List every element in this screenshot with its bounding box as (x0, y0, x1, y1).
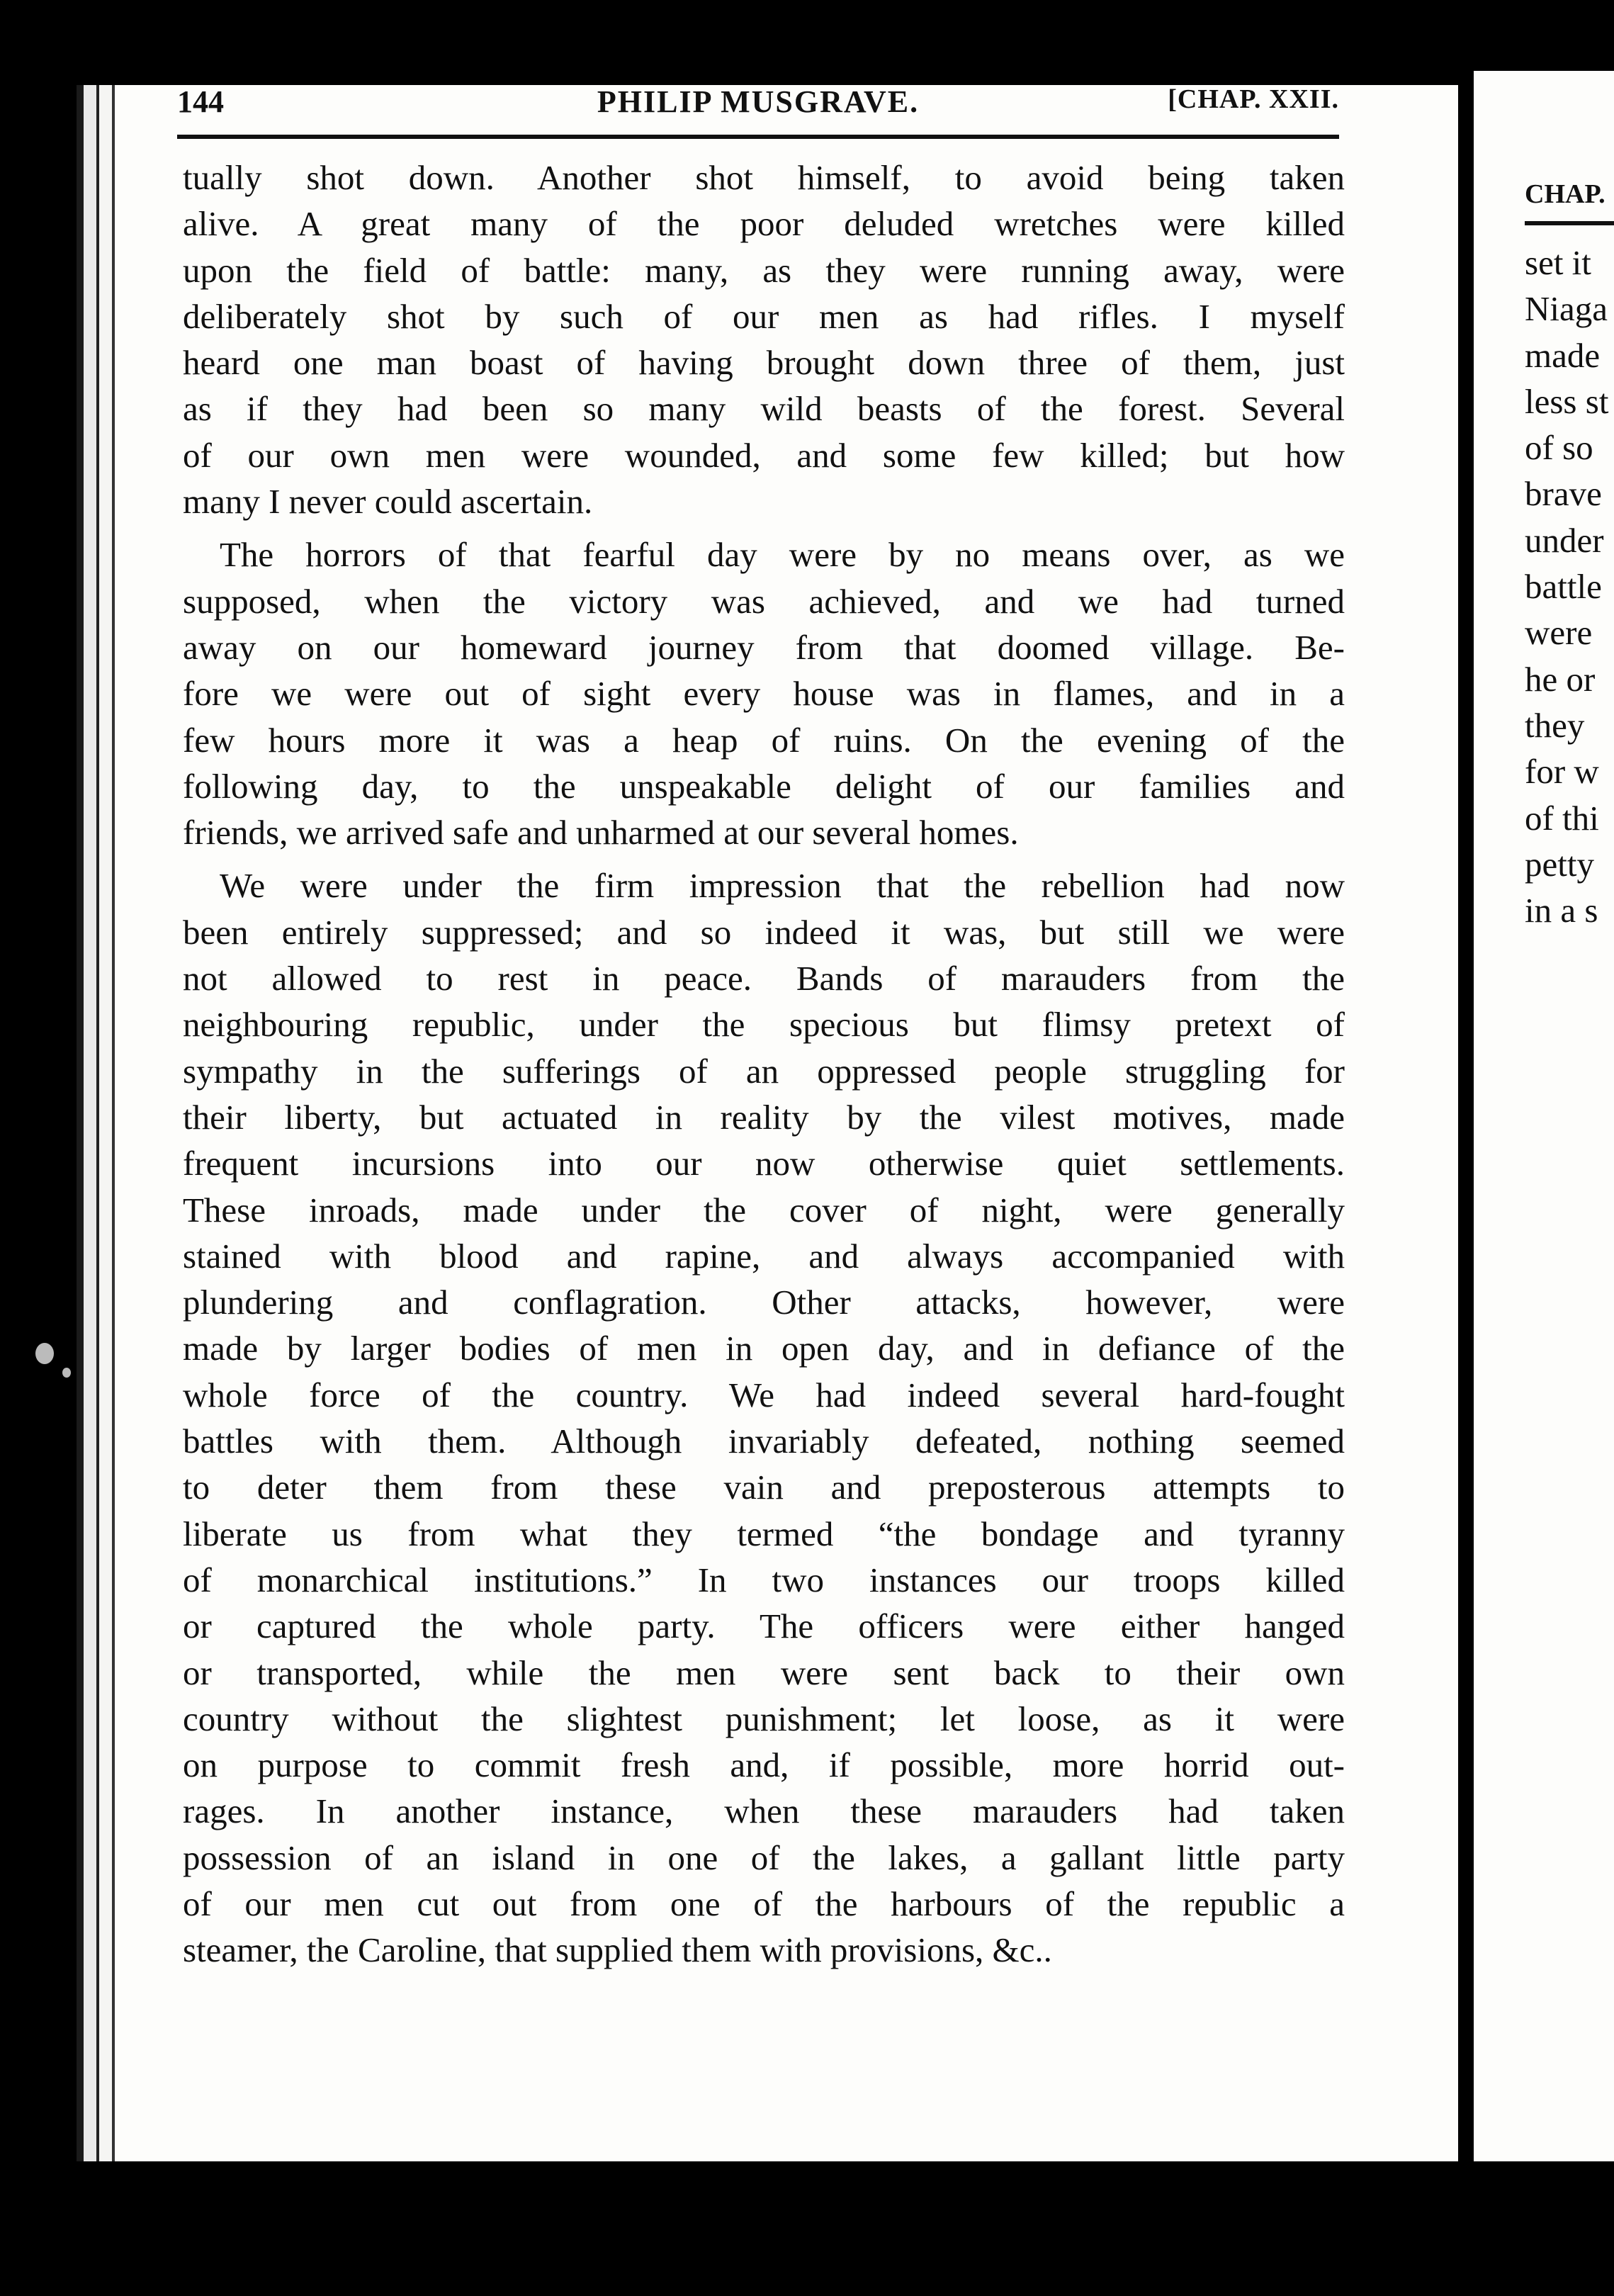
right-page-line: made (1525, 335, 1601, 375)
text-line: of monarchical institutions.” In two instances our troops killed (183, 1560, 1345, 1599)
text-line: of our own men were wounded, and some few killed; but how (183, 435, 1345, 475)
text-line: upon the field of battle: many, as they were running away, were (183, 250, 1345, 290)
text-line: The horrors of that fearful day were by no means over, as we (220, 535, 1345, 575)
right-page-rule (1525, 221, 1614, 225)
text-line: battles with them. Although invariably defeated, nothing seemed (183, 1422, 1345, 1461)
text-line: sympathy in the sufferings of an oppressed people struggling for (183, 1051, 1345, 1091)
text-line: not allowed to rest in peace. Bands of marauders from the (183, 959, 1345, 998)
text-line: plundering and conflagration. Other attacks, however, were (183, 1283, 1345, 1322)
text-line: fore we were out of sight every house was in flames, and in a (183, 674, 1345, 714)
paragraph-gap (183, 524, 1345, 531)
text-line: These inroads, made under the cover of night, were generally (183, 1190, 1345, 1229)
text-line: or transported, while the men were sent back to their own (183, 1653, 1345, 1692)
text-line: or captured the whole party. The officers were either hanged (183, 1606, 1345, 1646)
page-number: 144 (177, 84, 224, 119)
text-line: few hours more it was a heap of ruins. On the evening of the (183, 720, 1345, 760)
body-text (183, 154, 1345, 1974)
right-page-line: he or (1525, 659, 1596, 699)
page-header (177, 84, 1339, 133)
header-rule (177, 135, 1339, 139)
text-line: on purpose to commit fresh and, if possible, more horrid out- (183, 1745, 1345, 1785)
right-page-line: of thi (1525, 798, 1599, 838)
text-line: been entirely suppressed; and so indeed it was, but still we were (183, 912, 1345, 952)
margin-speck (62, 1368, 71, 1378)
text-line: away on our homeward journey from that doomed village. Be- (183, 627, 1345, 667)
text-line: whole force of the country. We had indeed several hard-fought (183, 1375, 1345, 1414)
text-line: neighbouring republic, under the specious but flimsy pretext of (183, 1005, 1345, 1045)
right-page-line: brave (1525, 474, 1602, 514)
right-page-line: were (1525, 613, 1593, 653)
text-line: their liberty, but actuated in reality by the vilest motives, made (183, 1097, 1345, 1137)
text-line: country without the slightest punishment; let loose, as it were (183, 1699, 1345, 1738)
text-line: deliberately shot by such of our men as had rifles. I myself (183, 296, 1345, 336)
right-page-text (1525, 240, 1608, 933)
right-page-line: battle (1525, 567, 1602, 607)
text-line: stained with blood and rapine, and always accompanied with (183, 1236, 1345, 1276)
text-line: liberate us from what they termed “the bondage and tyranny (183, 1514, 1345, 1553)
text-line: We were under the firm impression that the rebellion had now (220, 866, 1345, 906)
right-page-line: for w (1525, 752, 1599, 792)
right-page-line: in a s (1525, 891, 1598, 930)
right-page-header: CHAP. (1525, 179, 1605, 209)
text-line: made by larger bodies of men in open day, and in defiance of the (183, 1329, 1345, 1368)
text-line: to deter them from these vain and preposterous attempts to (183, 1468, 1345, 1507)
right-page-line: set it (1525, 243, 1591, 282)
text-line: rages. In another instance, when these marauders had taken (183, 1791, 1345, 1831)
text-line: alive. A great many of the poor deluded wretches were killed (183, 204, 1345, 244)
text-line: possession of an island in one of the lakes, a gallant little party (183, 1838, 1345, 1877)
text-line: as if they had been so many wild beasts of the forest. Several (183, 389, 1345, 429)
right-page-line: petty (1525, 844, 1594, 884)
text-line: following day, to the unspeakable delight of our families and (183, 766, 1345, 806)
right-page-line: Niaga (1525, 289, 1608, 329)
right-page-line: under (1525, 520, 1604, 560)
text-line: tually shot down. Another shot himself, to avoid being taken (183, 158, 1345, 197)
text-line: steamer, the Caroline, that supplied them with provisions, &c.. (183, 1930, 1052, 1970)
text-line: supposed, when the victory was achieved, and we had turned (183, 581, 1345, 621)
margin-speck (35, 1343, 54, 1364)
right-page-line: they (1525, 705, 1585, 745)
text-line: of our men cut out from one of the harbours of the republic a (183, 1884, 1345, 1923)
right-page-line: less st (1525, 381, 1609, 421)
text-line: frequent incursions into our now otherwise quiet settlements. (183, 1144, 1345, 1183)
running-title: PHILIP MUSGRAVE. (597, 84, 920, 119)
text-line: heard one man boast of having brought down three of them, just (183, 343, 1345, 383)
chapter-reference: [CHAP. XXII. (1168, 84, 1339, 114)
text-line: friends, we arrived safe and unharmed at our several homes. (183, 813, 1019, 852)
text-line: many I never could ascertain. (183, 482, 593, 522)
paragraph-gap (183, 855, 1345, 862)
right-page-line: of so (1525, 428, 1593, 468)
